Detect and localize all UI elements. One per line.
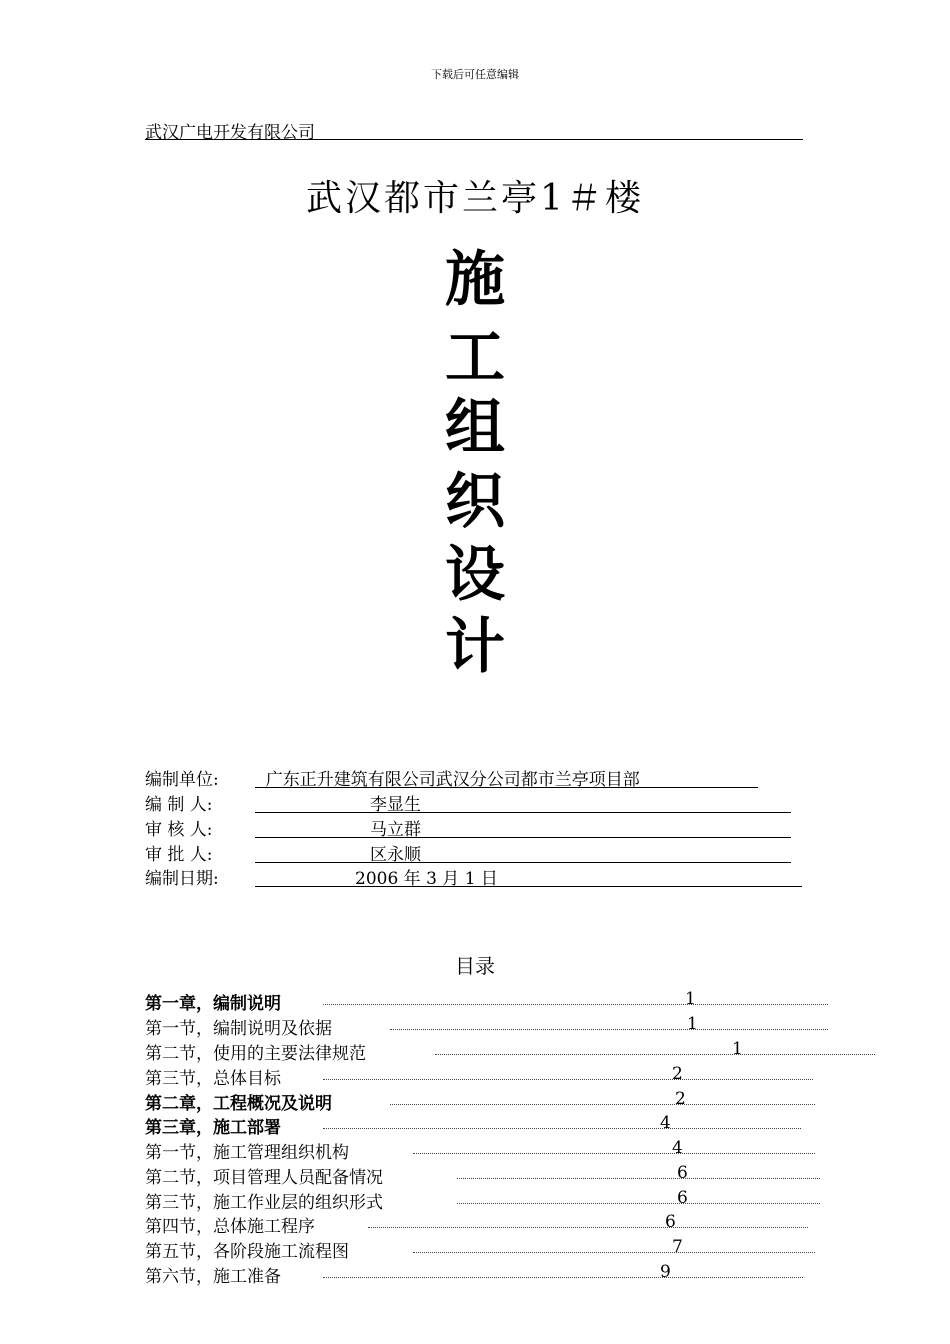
toc-item-page: 1 bbox=[732, 1039, 743, 1059]
info-row-approver bbox=[145, 840, 805, 864]
title-char-2: 工 bbox=[445, 323, 505, 393]
title-char-5: 设 bbox=[445, 540, 505, 610]
toc-item-page: 7 bbox=[672, 1237, 683, 1257]
info-underline bbox=[255, 787, 758, 788]
info-row-author bbox=[145, 790, 805, 814]
toc-leader bbox=[390, 1104, 815, 1105]
toc-item-text: 第二节，使用的主要法律规范 bbox=[145, 1044, 366, 1064]
info-row-reviewer bbox=[145, 815, 805, 839]
toc-leader bbox=[323, 1004, 828, 1005]
title-char-1: 施 bbox=[445, 245, 505, 315]
info-label: 审 批 人: bbox=[145, 845, 213, 865]
info-label: 编制单位: bbox=[145, 770, 219, 790]
toc-leader bbox=[457, 1203, 820, 1204]
toc-item-page: 6 bbox=[665, 1212, 676, 1232]
info-value: 李显生 bbox=[370, 795, 421, 815]
toc-item-text: 第三节，总体目标 bbox=[145, 1069, 281, 1089]
toc-item-text: 第五节，各阶段施工流程图 bbox=[145, 1242, 349, 1262]
toc-item-text: 第二节，项目管理人员配备情况 bbox=[145, 1168, 383, 1188]
header-note: 下载后可任意编辑 bbox=[431, 68, 519, 81]
toc-item-text: 第一节，施工管理组织机构 bbox=[145, 1143, 349, 1163]
info-row-unit bbox=[145, 765, 805, 789]
title-char-4: 织 bbox=[445, 467, 505, 537]
info-value: 广东正升建筑有限公司武汉分公司都市兰亭项目部 bbox=[255, 770, 640, 790]
info-row-date bbox=[145, 864, 805, 888]
info-value: 区永顺 bbox=[370, 845, 421, 865]
toc-leader bbox=[413, 1252, 815, 1253]
toc-item-text: 第二章，工程概况及说明 bbox=[145, 1094, 332, 1114]
toc-item-page: 2 bbox=[672, 1064, 683, 1084]
toc-item-text: 第四节，总体施工程序 bbox=[145, 1217, 315, 1237]
toc-leader bbox=[368, 1227, 808, 1228]
toc-item-page: 1 bbox=[685, 989, 696, 1009]
info-label: 编制日期: bbox=[145, 869, 219, 889]
info-underline bbox=[255, 837, 791, 838]
toc-leader bbox=[390, 1029, 828, 1030]
info-value: 马立群 bbox=[370, 820, 421, 840]
toc-item-page: 9 bbox=[660, 1262, 671, 1282]
info-label: 审 核 人: bbox=[145, 820, 213, 840]
info-value: 2006 年 3 月 1 日 bbox=[355, 869, 498, 889]
company-underline bbox=[145, 139, 803, 140]
toc-item-page: 2 bbox=[675, 1089, 686, 1109]
toc-item-text: 第三节，施工作业层的组织形式 bbox=[145, 1193, 383, 1213]
toc-item-page: 4 bbox=[660, 1113, 671, 1133]
toc-leader bbox=[323, 1277, 803, 1278]
info-underline bbox=[255, 886, 802, 887]
toc-item-text: 第一节，编制说明及依据 bbox=[145, 1019, 332, 1039]
project-title: 武汉都市兰亭1＃楼 bbox=[306, 178, 644, 219]
toc-leader bbox=[413, 1153, 815, 1154]
toc-leader bbox=[323, 1128, 801, 1129]
title-char-3: 组 bbox=[445, 393, 505, 463]
toc-leader bbox=[435, 1054, 875, 1055]
company-name: 武汉广电开发有限公司 bbox=[145, 123, 315, 143]
toc-item-text: 第三章，施工部署 bbox=[145, 1118, 281, 1138]
toc-item-page: 4 bbox=[672, 1138, 683, 1158]
info-underline bbox=[255, 862, 791, 863]
title-char-6: 计 bbox=[445, 612, 505, 682]
info-label: 编 制 人: bbox=[145, 795, 213, 815]
toc-item-text: 第六节，施工准备 bbox=[145, 1267, 281, 1287]
toc-item-page: 6 bbox=[677, 1188, 688, 1208]
toc-leader bbox=[457, 1178, 820, 1179]
toc-leader bbox=[323, 1079, 813, 1080]
toc-item-page: 6 bbox=[677, 1163, 688, 1183]
toc-title: 目录 bbox=[455, 954, 495, 978]
toc-item-text: 第一章，编制说明 bbox=[145, 994, 281, 1014]
info-underline bbox=[255, 812, 791, 813]
toc-item-page: 1 bbox=[687, 1014, 698, 1034]
